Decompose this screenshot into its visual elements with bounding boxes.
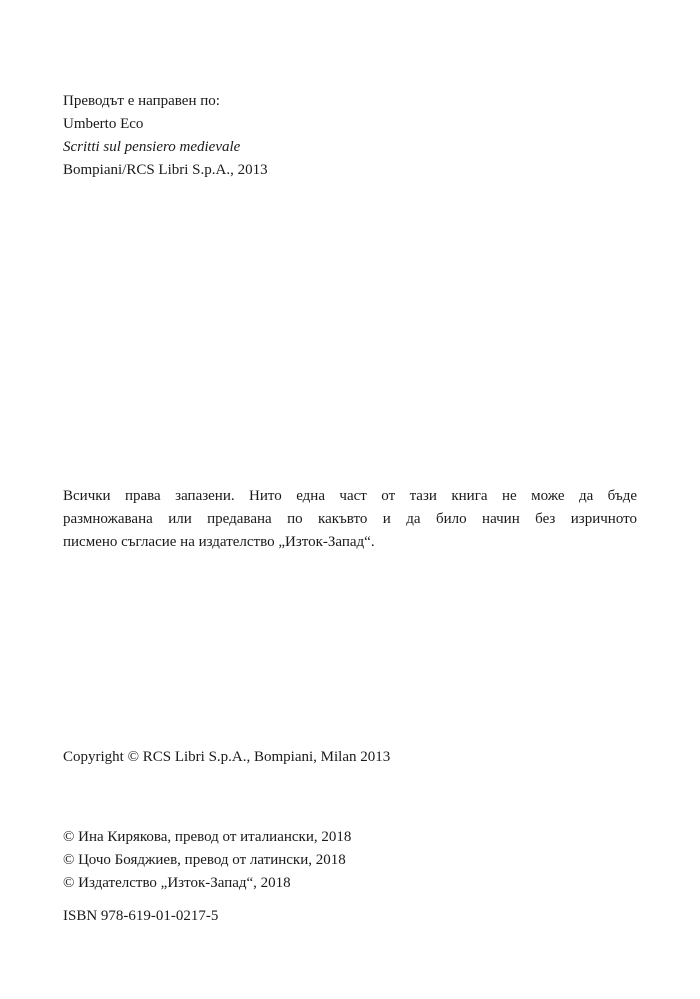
copyright-publisher: © Издателство „Изток-Запад“, 2018 — [63, 875, 291, 891]
original-author: Umberto Eco — [63, 116, 144, 132]
translation-source-block — [63, 90, 637, 182]
translation-intro: Преводът е направен по: — [63, 93, 220, 109]
rights-notice-line-1: Всички права запазени. Нито една част от тази книга не може да бъде — [63, 488, 637, 504]
original-copyright-block — [63, 746, 637, 769]
copyright-list — [63, 826, 637, 895]
rights-notice-line-3: писмено съгласие на издателство „Изток-Запад“. — [63, 534, 375, 550]
rights-notice — [63, 485, 637, 554]
copyright-translator-latin: © Цочо Бояджиев, превод от латински, 2018 — [63, 852, 346, 868]
original-copyright: Copyright © RCS Libri S.p.A., Bompiani, Milan 2013 — [63, 749, 391, 765]
copyright-translator-italian: © Ина Кирякова, превод от италиански, 2018 — [63, 829, 352, 845]
rights-notice-line-2: размножавана или предавана по какъвто и да било начин без изричното — [63, 511, 637, 527]
isbn-block — [63, 905, 637, 928]
isbn: ISBN 978-619-01-0217-5 — [63, 908, 219, 924]
original-publisher: Bompiani/RCS Libri S.p.A., 2013 — [63, 162, 268, 178]
original-title: Scritti sul pensiero medievale — [63, 139, 241, 155]
